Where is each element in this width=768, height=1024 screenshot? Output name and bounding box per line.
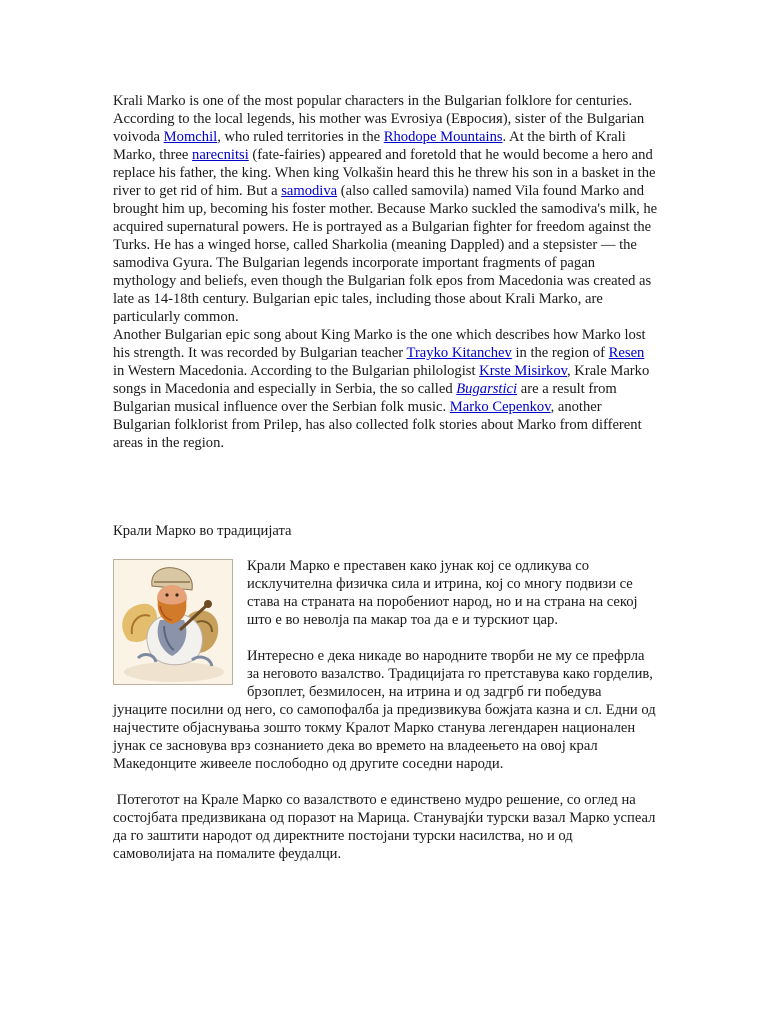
link-momchil[interactable]: Momchil — [163, 129, 218, 145]
text-run: , another Bulgarian folklorist from Prilep, has also collected folk stories about Marko from different areas in the region. — [113, 399, 642, 451]
text-run: , Krale Marko songs in Macedonia and especially in Serbia, the so called — [113, 363, 650, 397]
text-run: , who ruled territories in the — [217, 129, 384, 145]
link-rhodope-mountains[interactable]: Rhodope Mountains — [383, 129, 503, 145]
macedonian-heading: Крали Марко во традицијата — [113, 523, 292, 539]
link-marko-cepenkov[interactable]: Marko Cepenkov — [449, 399, 551, 415]
text-run: (also called samovila) named Vila found Marko and brought him up, becoming his foster mother. Because Marko suckled the samodiva's milk, he acquired supernatural powers. He is portrayed as a Bulgarian fighter for freedom against the Turks. He has a winged horse, called Sharkolia (meaning Dappled) and a stepsister — the samodiva Gyura. The Bulgarian legends incorporate important fragments of pagan mythology and beliefs, even though the Bulgarian folk epos from Macedonia was created as late as 14-18th century. Bulgarian epic tales, including those about Krali Marko, are particularly common. — [113, 183, 658, 325]
macedonian-paragraph-3: Потеготот на Крале Марко со вазалството е единствено мудро решение, со оглед на состојбата предизвикана од поразот на Марица. Станувајќи турски вазал Марко успеал да го заштити народот од директните постојани турски насилства, но и од самоволијата на помалите феудалци. — [113, 792, 660, 862]
text-run: are a result from Bulgarian musical influence over the Serbian folk music. — [113, 381, 617, 415]
text-run: Krali Marko is one of the most popular characters in the Bulgarian folklore for centuries. According to the local legends, his mother was Evrosiya (Евросия), sister of the Bulgarian voivoda — [113, 93, 645, 145]
macedonian-paragraph-2: Интересно е дека никаде во народните творби не му се префрла за неговото вазалство. Традицијата го претставува како горделив, брзоплет, безмилосен, на итрина и од задгрб ги победува јунаците посилни од него, со самопофалба ја предизвикува божјата казна и сл. Едни од најчестите објаснувања зошто токму Кралот Марко станува легендарен национален јунак се засновува врз сознанието дека во времето на владеењето на овој крал Македонците живееле послободно од другите соседни народи. — [113, 648, 656, 772]
macedonian-paragraph-1: Крали Марко е преставен како јунак кој се одликува со исклучителна физичка сила и итрина, кој со многу подвизи се става на страната на поробениот народ, но и на страна на секој што е во неволја па макар тоа да е и турскиот цар. — [247, 558, 638, 628]
link-krste-misirkov[interactable]: Krste Misirkov — [479, 363, 567, 379]
link-samodiva[interactable]: samodiva — [281, 183, 338, 199]
text-run: in Western Macedonia. According to the Bulgarian philologist — [113, 363, 480, 379]
link-trayko-kitanchev[interactable]: Trayko Kitanchev — [406, 345, 512, 361]
link-resen[interactable]: Resen — [608, 345, 645, 361]
krali-marko-illustration — [113, 559, 233, 685]
text-run: Another Bulgarian epic song about King Marko is the one which describes how Marko lost his strength. It was recorded by Bulgarian teacher — [113, 327, 646, 361]
macedonian-section — [113, 557, 658, 863]
english-paragraph-2 — [113, 326, 658, 452]
text-run: (fate-fairies) appeared and foretold that he would become a hero and replace his father, the king. When king Volkašin heard this he threw his son in a basket in the river to get rid of him. But a — [113, 147, 656, 199]
text-run: in the region of — [511, 345, 609, 361]
link-narecnitsi[interactable]: narecnitsi — [192, 147, 249, 163]
english-section — [113, 92, 658, 452]
english-paragraph-1 — [113, 92, 658, 326]
text-run: . At the birth of Krali Marko, three — [113, 129, 626, 163]
link-bugarstici[interactable]: Bugarstici — [456, 381, 518, 397]
